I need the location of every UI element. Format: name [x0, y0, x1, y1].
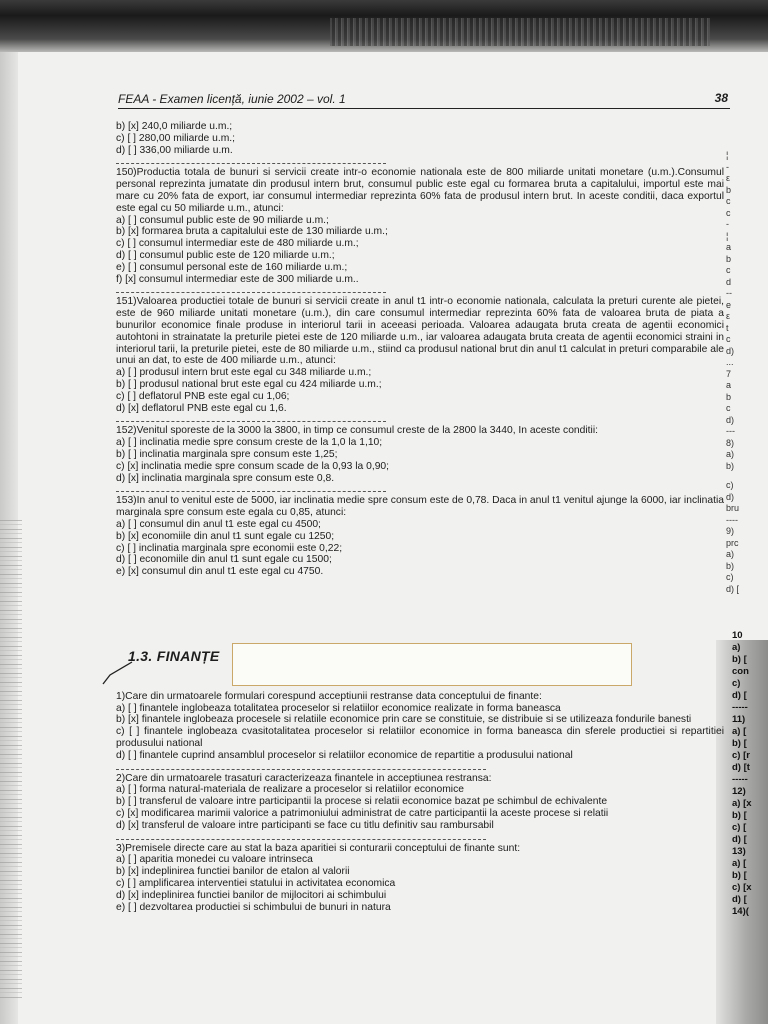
margin-fragment: ----: [726, 514, 738, 525]
margin-fragment: -: [726, 219, 729, 229]
margin-fragment: ε: [726, 311, 731, 321]
margin-fragment: con: [732, 666, 749, 677]
margin-fragment: c: [726, 196, 731, 206]
margin-fragment: ¦: [726, 150, 729, 160]
option-line: e) [ ] consumul personal este de 160 miliarde u.m.;: [116, 261, 348, 273]
running-header: [118, 90, 730, 109]
section-heading-row: [116, 644, 724, 690]
option-line: a) [ ] forma natural-materiala de realizare a proceselor si relatiilor economice: [116, 784, 464, 796]
margin-fragment: ---: [726, 426, 735, 436]
option-line: b) [x] formarea bruta a capitalului este de 130 miliarde u.m.;: [116, 226, 388, 238]
margin-fragment: -----: [732, 774, 748, 785]
margin-fragment: b) [: [732, 738, 747, 749]
margin-fragment: t: [726, 322, 729, 333]
option-line: d) [x] inclinatia marginala spre consum este 0,8.: [116, 472, 335, 484]
margin-fragment: a) [x: [732, 798, 752, 809]
option-line: d) [ ] 336,00 miliarde u.m.: [116, 144, 233, 156]
option-line: e) [x] consumul din anul t1 este egal cu 4750.: [116, 566, 324, 578]
option-line: c) [ ] inclinatia marginala spre economii este 0,22;: [116, 542, 343, 554]
option-line: d) [ ] finantele cuprind ansamblul proceselor si relatiilor economice de repartitie a produsului national: [116, 749, 573, 761]
facing-page-margin-upper: [726, 150, 766, 595]
margin-fragment: ¦: [726, 230, 729, 241]
margin-fragment: b): [726, 460, 735, 471]
option-line: c) [ ] finantele inglobeaza cvasitotalitatea proceselor si relatiilor economice in forma baneasca din sferele productiei si repartitiei produsului national: [116, 726, 724, 750]
margin-fragment: [726, 472, 766, 480]
question-text: 152)Venitul sporeste de la 3000 la 3800, in timp ce consumul creste de la 2800 la 3440, In aceste conditii:: [116, 425, 598, 437]
option-line: a) [ ] finantele inglobeaza totalitatea proceselor si relatiilor economice realizate in forma baneasca: [116, 702, 561, 714]
option-line: c) [ ] 280,00 miliarde u.m.;: [116, 132, 236, 144]
margin-fragment: a): [732, 642, 741, 653]
page-number: 38: [714, 91, 728, 105]
option-line: c) [x] modificarea marimii valorice a patrimoniului administrat de catre participantii la aceste procese si relatii: [116, 808, 609, 820]
margin-fragment: 12): [732, 786, 746, 797]
margin-fragment: c) [x: [732, 882, 752, 893]
option-line: b) [ ] transferul de valoare intre participantii la procese si relatii economice bazat pe schimbul de echivalente: [116, 796, 608, 808]
margin-fragment: a) [: [732, 726, 747, 737]
margin-fragment: a) [: [732, 858, 747, 869]
question-text: 2)Care din urmatoarele trasaturi caracterizeaza finantele in acceptiunea restransa:: [116, 772, 492, 784]
margin-fragment: b: [726, 184, 732, 195]
margin-fragment: --: [726, 288, 732, 298]
margin-fragment: d) [: [732, 690, 747, 701]
margin-fragment: c): [732, 678, 741, 689]
option-line: d) [ ] economiile din anul t1 sunt egale cu 1500;: [116, 554, 332, 566]
margin-fragment: e: [726, 299, 732, 310]
question-151: [116, 296, 724, 414]
margin-fragment: d) [: [732, 894, 747, 905]
margin-fragment: 9): [726, 526, 735, 536]
option-line: b) [x] economiile din anul t1 sunt egale cu 1250;: [116, 530, 335, 542]
margin-fragment: b): [726, 560, 735, 571]
separator-line: [116, 285, 386, 293]
option-line: a) [ ] consumul din anul t1 este egal cu 4500;: [116, 518, 321, 530]
option-line: d) [x] indeplinirea functiei banilor de mijlocitori ai schimbului: [116, 889, 387, 901]
margin-fragment: d) [: [732, 834, 747, 845]
section-title-box: [232, 643, 632, 686]
separator-line: [116, 156, 386, 164]
question-150: [116, 167, 724, 285]
margin-fragment: 10: [732, 630, 743, 641]
option-line: e) [ ] dezvoltarea productiei si schimbului de bunuri in natura: [116, 901, 391, 913]
question-text: 3)Premisele directe care au stat la baza aparitiei si conturarii conceptului de finante sunt:: [116, 842, 521, 854]
margin-fragment: prc: [726, 537, 739, 548]
option-line: c) [x] inclinatia medie spre consum scade de la 0,93 la 0,90;: [116, 460, 390, 472]
previous-question-tail: [116, 121, 724, 156]
finance-question-1: [116, 691, 724, 762]
margin-fragment: c): [726, 572, 734, 582]
margin-fragment: b) [: [732, 870, 747, 881]
margin-fragment: -: [726, 161, 729, 172]
margin-fragment: a: [726, 242, 732, 252]
option-line: c) [ ] consumul intermediar este de 480 miliarde u.m.;: [116, 238, 359, 250]
option-line: d) [x] transferul de valoare intre participanti se face cu titlu definitiv sau rambursabil: [116, 819, 494, 831]
margin-fragment: ...: [726, 357, 734, 367]
finance-question-2: [116, 773, 724, 832]
option-line: d) [ ] consumul public este de 120 miliarde u.m.;: [116, 249, 335, 261]
margin-fragment: d) [t: [732, 762, 750, 773]
margin-fragment: 7: [726, 368, 732, 379]
margin-fragment: d): [726, 345, 735, 356]
margin-fragment: d: [726, 276, 732, 287]
margin-fragment: -----: [732, 702, 748, 713]
question-152: [116, 425, 724, 484]
option-line: b) [x] 240,0 miliarde u.m.;: [116, 121, 233, 132]
question-text: 150)Productia totala de bunuri si servicii create intr-o economie nationala este de 800 miliarde unitati monetare (u.m.).Consumul personal reprezinta jumatate din produsul intern brut, consumul public este egal cu formarea bruta a capitalului, importul este mai mare cu 20% fata de export, iar consumul intermediar reprezinta 60% fata de produsul intern brut. In aceste conditii, daca exportul este egal cu 50 miliarde u.m., atunci:: [116, 167, 724, 214]
option-line: b) [ ] inclinatia marginala spre consum este 1,25;: [116, 448, 338, 460]
page-body: [116, 121, 724, 913]
margin-fragment: c: [726, 265, 731, 275]
option-line: b) [x] finantele inglobeaza procesele si relatiile economice prin care se constituie, se distribuie si se utilizeaza fondurile banesti: [116, 714, 692, 726]
option-line: b) [x] indeplinirea functiei banilor de etalon al valorii: [116, 866, 350, 878]
header-title: FEAA - Examen licență, iunie 2002 – vol. 1: [118, 92, 346, 106]
margin-fragment: b: [726, 391, 732, 402]
separator-line: [116, 414, 386, 422]
question-text: 1)Care din urmatoarele formulari corespund acceptiunii restranse data conceptului de finante:: [116, 690, 542, 702]
option-line: c) [ ] amplificarea interventiei statului in activitatea economica: [116, 878, 396, 890]
option-line: a) [ ] consumul public este de 90 miliarde u.m.;: [116, 214, 329, 226]
margin-fragment: 14)(: [732, 906, 749, 917]
option-line: d) [x] deflatorul PNB este egal cu 1,6.: [116, 402, 287, 414]
handwritten-check-mark: [100, 658, 136, 688]
option-line: a) [ ] inclinatia medie spre consum creste de la 1,0 la 1,10;: [116, 437, 383, 449]
facing-page-margin-lower: [732, 630, 768, 918]
option-line: f) [x] consumul intermediar este de 300 miliarde u.m..: [116, 273, 359, 285]
margin-fragment: 11): [732, 714, 746, 725]
margin-fragment: d): [726, 414, 735, 425]
option-line: a) [ ] aparitia monedei cu valoare intrinseca: [116, 854, 313, 866]
margin-fragment: 13): [732, 846, 746, 857]
question-text: 153)In anul to venitul este de 5000, iar inclinatia medie spre consum este de 0,78. Daca in anul t1 venitul ajunge la 6000, iar inclinatia marginala spre consum este egala cu 0,85, atunci:: [116, 495, 724, 519]
margin-fragment: d) [: [726, 583, 740, 594]
margin-fragment: c: [726, 207, 731, 218]
margin-fragment: a): [726, 549, 735, 559]
margin-fragment: c: [726, 334, 731, 344]
section-title: 1.3. FINANȚE: [128, 647, 220, 664]
margin-fragment: b) [: [732, 654, 747, 665]
question-153: [116, 495, 724, 578]
separator-line: [116, 762, 486, 770]
margin-fragment: c) [: [732, 822, 747, 833]
separator-line: [116, 832, 486, 840]
margin-fragment: b) [: [732, 810, 747, 821]
option-line: c) [ ] deflatorul PNB este egal cu 1,06;: [116, 390, 290, 402]
separator-line: [116, 484, 386, 492]
margin-fragment: b: [726, 253, 732, 264]
margin-fragment: c: [726, 403, 731, 413]
margin-fragment: a): [726, 449, 735, 459]
margin-fragment: 8): [726, 437, 735, 448]
margin-fragment: ε: [726, 173, 731, 183]
question-text: 151)Valoarea productiei totale de bunuri si servicii create in anul t1 intr-o economie nationala, calculata la preturi curente ale pietei, este de 960 miliarde unitati monetare (u.m.), din care consumul intermediar reprezinta 60% fata de valoarea bruta de piata a bunurilor economice finale produse in interiorul tarii in aceeasi perioada. Valoarea adaugata bruta creata de agentii economici autohtoni in strainatate la preturile pietei este de 120 miliarde u.m., iar valoarea adaugata bruta creata de agentii economici straini in interiorul tarii, la preturile pietei, este de 80 miliarde u.m., stiind ca produsul national brut din anul t1 calculat in preturi comparabile ale unui an dat, to este de 400 miliarde u.m., atunci:: [116, 296, 724, 367]
margin-fragment: bru: [726, 503, 740, 513]
scan-noise-patch: [330, 18, 710, 46]
scan-speckle-left: [0, 520, 22, 1000]
margin-fragment: c) [r: [732, 750, 750, 761]
margin-fragment: d): [726, 491, 735, 502]
finance-question-3: [116, 843, 724, 914]
option-line: b) [ ] produsul national brut este egal cu 424 miliarde u.m.;: [116, 378, 382, 390]
margin-fragment: a: [726, 380, 732, 390]
option-line: a) [ ] produsul intern brut este egal cu 348 miliarde u.m.;: [116, 367, 372, 379]
margin-fragment: c): [726, 480, 734, 490]
